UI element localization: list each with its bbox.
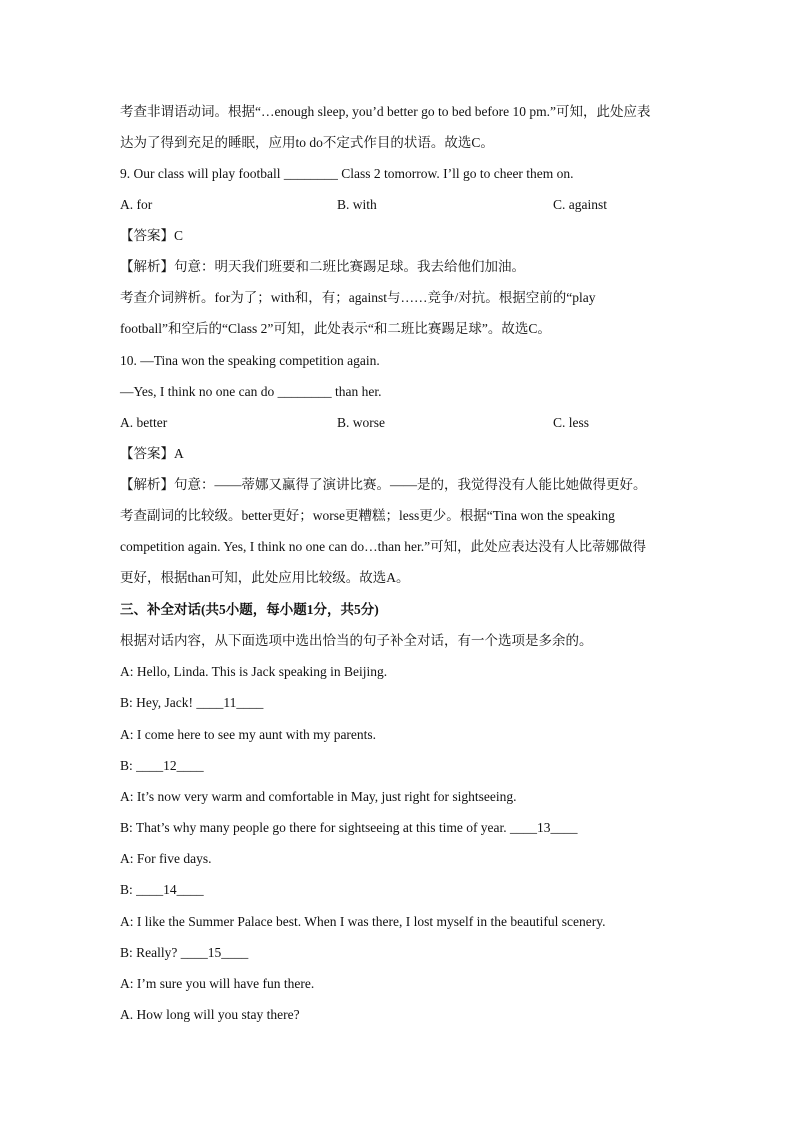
answer-10: 【答案】A bbox=[120, 446, 184, 461]
dialogue-line: A: I like the Summer Palace best. When I was there, I lost myself in the beautiful scenery. bbox=[120, 914, 606, 929]
dialogue-line: B: ____12____ bbox=[120, 758, 204, 773]
q10-option-b: B. worse bbox=[337, 415, 385, 430]
text-line: 考查副词的比较级。better更好；worse更糟糕；less更少。根据“Tina won the speaking bbox=[120, 508, 615, 523]
text-line: —Yes, I think no one can do ________ than her. bbox=[120, 384, 382, 399]
dialogue-line: B: Really? ____15____ bbox=[120, 945, 249, 960]
dialogue-line: A: It’s now very warm and comfortable in May, just right for sightseeing. bbox=[120, 789, 517, 804]
dialogue-line: B: That’s why many people go there for sightseeing at this time of year. ____13____ bbox=[120, 820, 578, 835]
q10-option-a: A. better bbox=[120, 415, 168, 430]
text-line: 考查介词辨析。for为了；with和，有；against与……竞争/对抗。根据空前的“play bbox=[120, 290, 596, 305]
dialogue-line: B: Hey, Jack! ____11____ bbox=[120, 695, 264, 710]
dialogue-line: A: I’m sure you will have fun there. bbox=[120, 976, 315, 991]
q9-option-a: A. for bbox=[120, 197, 153, 212]
analysis-9: 【解析】句意：明天我们班要和二班比赛踢足球。我去给他们加油。 bbox=[120, 259, 525, 274]
answer-9: 【答案】C bbox=[120, 228, 184, 243]
question-10: 10. —Tina won the speaking competition again. bbox=[120, 353, 380, 368]
text-line: football”和空后的“Class 2”可知，此处表示“和二班比赛踢足球”。故选C。 bbox=[120, 321, 551, 336]
text-line: 达为了得到充足的睡眠，应用to do不定式作目的状语。故选C。 bbox=[120, 135, 494, 150]
section-instructions: 根据对话内容，从下面选项中选出恰当的句子补全对话，有一个选项是多余的。 bbox=[120, 633, 593, 648]
q9-option-b: B. with bbox=[337, 197, 377, 212]
analysis-10: 【解析】句意：——蒂娜又赢得了演讲比赛。——是的，我觉得没有人能比她做得更好。 bbox=[120, 477, 647, 492]
q9-option-c: C. against bbox=[553, 197, 607, 212]
text-line: 更好，根据than可知，此处应用比较级。故选A。 bbox=[120, 570, 410, 585]
dialogue-line: A: Hello, Linda. This is Jack speaking in Beijing. bbox=[120, 664, 388, 679]
dialogue-line: A: I come here to see my aunt with my parents. bbox=[120, 727, 377, 742]
text-line: competition again. Yes, I think no one can do…than her.”可知，此处应表达没有人比蒂娜做得 bbox=[120, 539, 647, 554]
q10-option-c: C. less bbox=[553, 415, 590, 430]
text-line: 考查非谓语动词。根据“…enough sleep, you’d better go to bed before 10 pm.”可知，此处应表 bbox=[120, 104, 651, 119]
question-9: 9. Our class will play football ________ Class 2 tomorrow. I’ll go to cheer them on. bbox=[120, 166, 574, 181]
dialogue-option: A. How long will you stay there? bbox=[120, 1007, 300, 1022]
section-heading: 三、补全对话(共5小题，每小题1分，共5分) bbox=[120, 602, 379, 617]
dialogue-line: B: ____14____ bbox=[120, 882, 204, 897]
dialogue-line: A: For five days. bbox=[120, 851, 212, 866]
